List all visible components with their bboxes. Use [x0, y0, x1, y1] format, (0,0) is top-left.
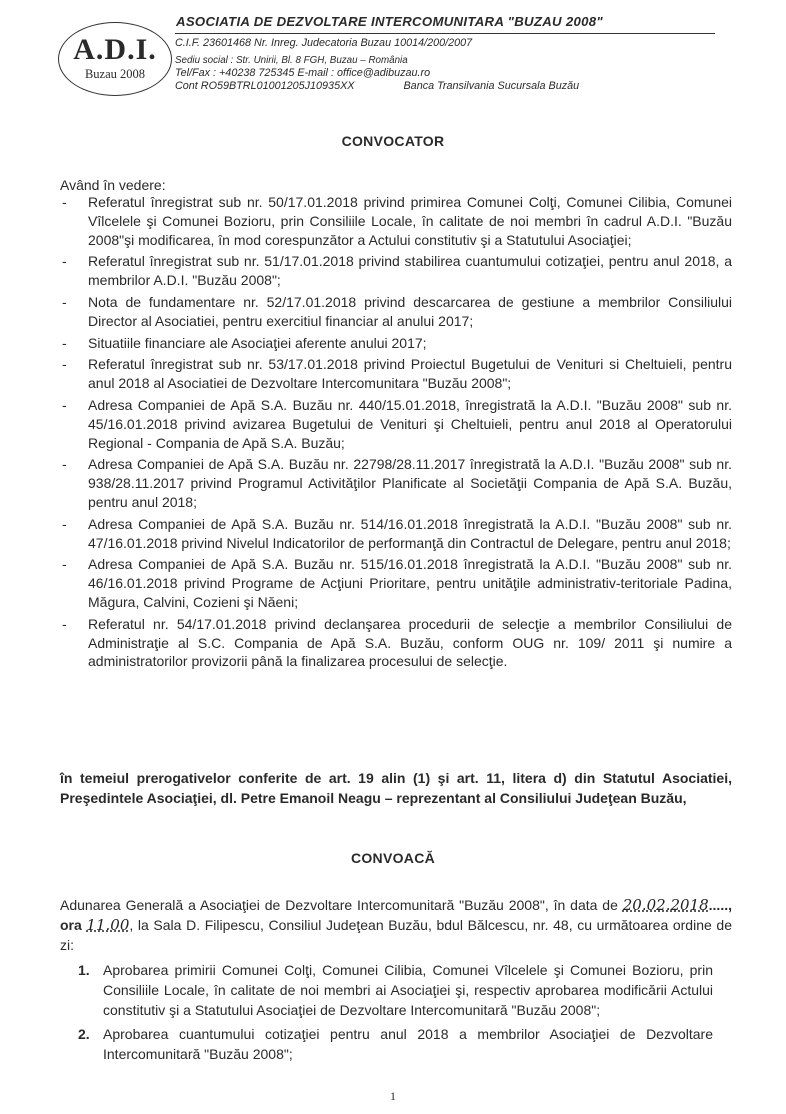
agenda-list [78, 960, 713, 1068]
logo-sub-text: Buzau 2008 [84, 67, 146, 81]
adi-logo [58, 22, 172, 96]
handwritten-time: 11.00 [86, 916, 130, 934]
agenda-item-text: Aprobarea primirii Comunei Colţi, Comunei Cilibia, Comunei Vîlcelele şi Comunei Bozioru, prin Consiliile Locale, în calitate de noi membri ai Asociaţiei şi, respectiv aprobarea modificării Actului constitutiv şi a Statutului Asociaţiei de Dezvoltare Intercomunitară "Buzău 2008"; [103, 962, 713, 1018]
list-item: - Nota de fundamentare nr. 52/17.01.2018 privind descarcarea de gestiune a membrilor Consiliului Director al Asociatiei, pentru exercitiul financiar al anului 2017; [62, 293, 732, 329]
list-item: - Adresa Companiei de Apă S.A. Buzău nr. 515/16.01.2018 înregistrată la A.D.I. "Buzău 2008" sub nr. 46/16.01.2018 privind Programe de Acţiuni Prioritare, pentru unităţile administrativ-teritoriale Padina, Măgura, Calvini, Cozieni şi Năeni; [62, 556, 732, 610]
legal-basis-paragraph: în temeiul prerogativelor conferite de art. 19 alin (1) şi art. 11, litera d) din Statutul Asociatiei, Preşedintele Asociaţiei, dl. Petre Emanoil Neagu – reprezentant al Consiliului Judeţean Buzău, [60, 770, 732, 806]
letterhead-rule [175, 33, 715, 34]
convocation-paragraph [60, 895, 732, 955]
account-line [175, 80, 735, 93]
address-line: Sediu social : Str. Unirii, Bl. 8 FGH, Buzau – România [175, 55, 408, 66]
convocation-text-1: Adunarea Generală a Asociaţiei de Dezvoltare Intercomunitară "Buzău 2008", în data de [60, 897, 623, 913]
agenda-item-text: Aprobarea cuantumului cotizaţiei pentru anul 2018 a membrilor Asociaţiei de Dezvoltare Intercomunitară "Buzău 2008"; [103, 1026, 713, 1062]
agenda-item-number: 2. [78, 1026, 90, 1042]
list-item: - Adresa Companiei de Apă S.A. Buzău nr. 514/16.01.2018 înregistrată la A.D.I. "Buzău 2008" sub nr. 47/16.01.2018 privind Nivelul Indicatorilor de performanţă din Contractul de Delegare, pentru anul 2018; [62, 515, 732, 551]
contact-line: Tel/Fax : +40238 725345 E-mail : office@adibuzau.ro [175, 67, 431, 79]
list-item: - Adresa Companiei de Apă S.A. Buzău nr. 22798/28.11.2017 înregistrată la A.D.I. "Buzău 2008" sub nr. 938/28.11.2017 privind Programul Activităţilor Planificate al Societăţii Compania de Apă S.A. Buzău, pentru anul 2018; [62, 456, 732, 510]
convocation-text-2: ....., ora [60, 897, 732, 933]
organization-name: ASOCIATIA DE DEZVOLTARE INTERCOMUNITARA "BUZAU 2008" [176, 14, 603, 29]
agenda-item [78, 960, 713, 1020]
list-item: - Adresa Companiei de Apă S.A. Buzău nr. 440/15.01.2018, înregistrată la A.D.I. "Buzău 2008" sub nr. 45/16.01.2018 privind avizarea Bugetului de Venituri şi Cheltuieli, pentru anul 2018 al Operatorului Regional - Compania de Apă S.A. Buzău; [62, 396, 732, 451]
logo-main-text: A.D.I. [73, 33, 157, 66]
document-title: CONVOCATOR [341, 133, 445, 149]
intro-text: Având în vedere: [60, 177, 166, 193]
convocation-text-3: , la Sala D. Filipescu, Consiliul Judeţean Buzău, bdul Bălcescu, nr. 48, cu următoarea ordine de zi: [60, 917, 732, 953]
page-number: 1 [390, 1089, 396, 1103]
letterhead [175, 14, 735, 93]
list-item: - Referatul nr. 54/17.01.2018 privind declanşarea procedurii de selecţie a membrilor Consiliului de Administraţie al S.C. Compania de Apă S.A. Buzău, conform OUG nr. 109/ 2011 şi numire a administratorilor provizorii până la finalizarea procesului de selecţie. [62, 615, 732, 670]
list-item: - Referatul înregistrat sub nr. 51/17.01.2018 privind stabilirea cuantumului cotizaţiei, pentru anul 2018, a membrilor A.D.I. "Buzău 2008"; [62, 253, 732, 289]
convoaca-heading: CONVOACĂ [350, 850, 436, 866]
agenda-item-number: 1. [78, 962, 90, 978]
list-item: - Situatiile financiare ale Asociaţiei aferente anului 2017; [62, 334, 427, 351]
considerations-list [60, 193, 732, 674]
bank-name: Banca Transilvania Sucursala Buzău [403, 80, 580, 92]
list-item: - Referatul înregistrat sub nr. 50/17.01.2018 privind primirea Comunei Colţi, Comunei Cilibia, Comunei Vîlcelele şi Comunei Bozioru, prin Consiliile Locale, în calitate de noi membri în cadrul A.D.I. "Buzău 2008"şi modificarea, în mod corespunzător a Actului constitutiv şi a Statutului Asociaţiei; [62, 194, 732, 248]
account-number: Cont RO59BTRL01001205J10935XX [175, 80, 355, 92]
list-item: - Referatul înregistrat sub nr. 53/17.01.2018 privind Proiectul Bugetului de Venituri si Cheltuieli, pentru anul 2018 al Asociatiei de Dezvoltare Intercomunitara "Buzău 2008"; [62, 356, 732, 392]
registration-line: C.I.F. 23601468 Nr. Inreg. Judecatoria Buzau 10014/200/2007 [175, 37, 473, 49]
agenda-item [78, 1024, 713, 1064]
handwritten-date: 20.02.2018 [622, 896, 709, 914]
